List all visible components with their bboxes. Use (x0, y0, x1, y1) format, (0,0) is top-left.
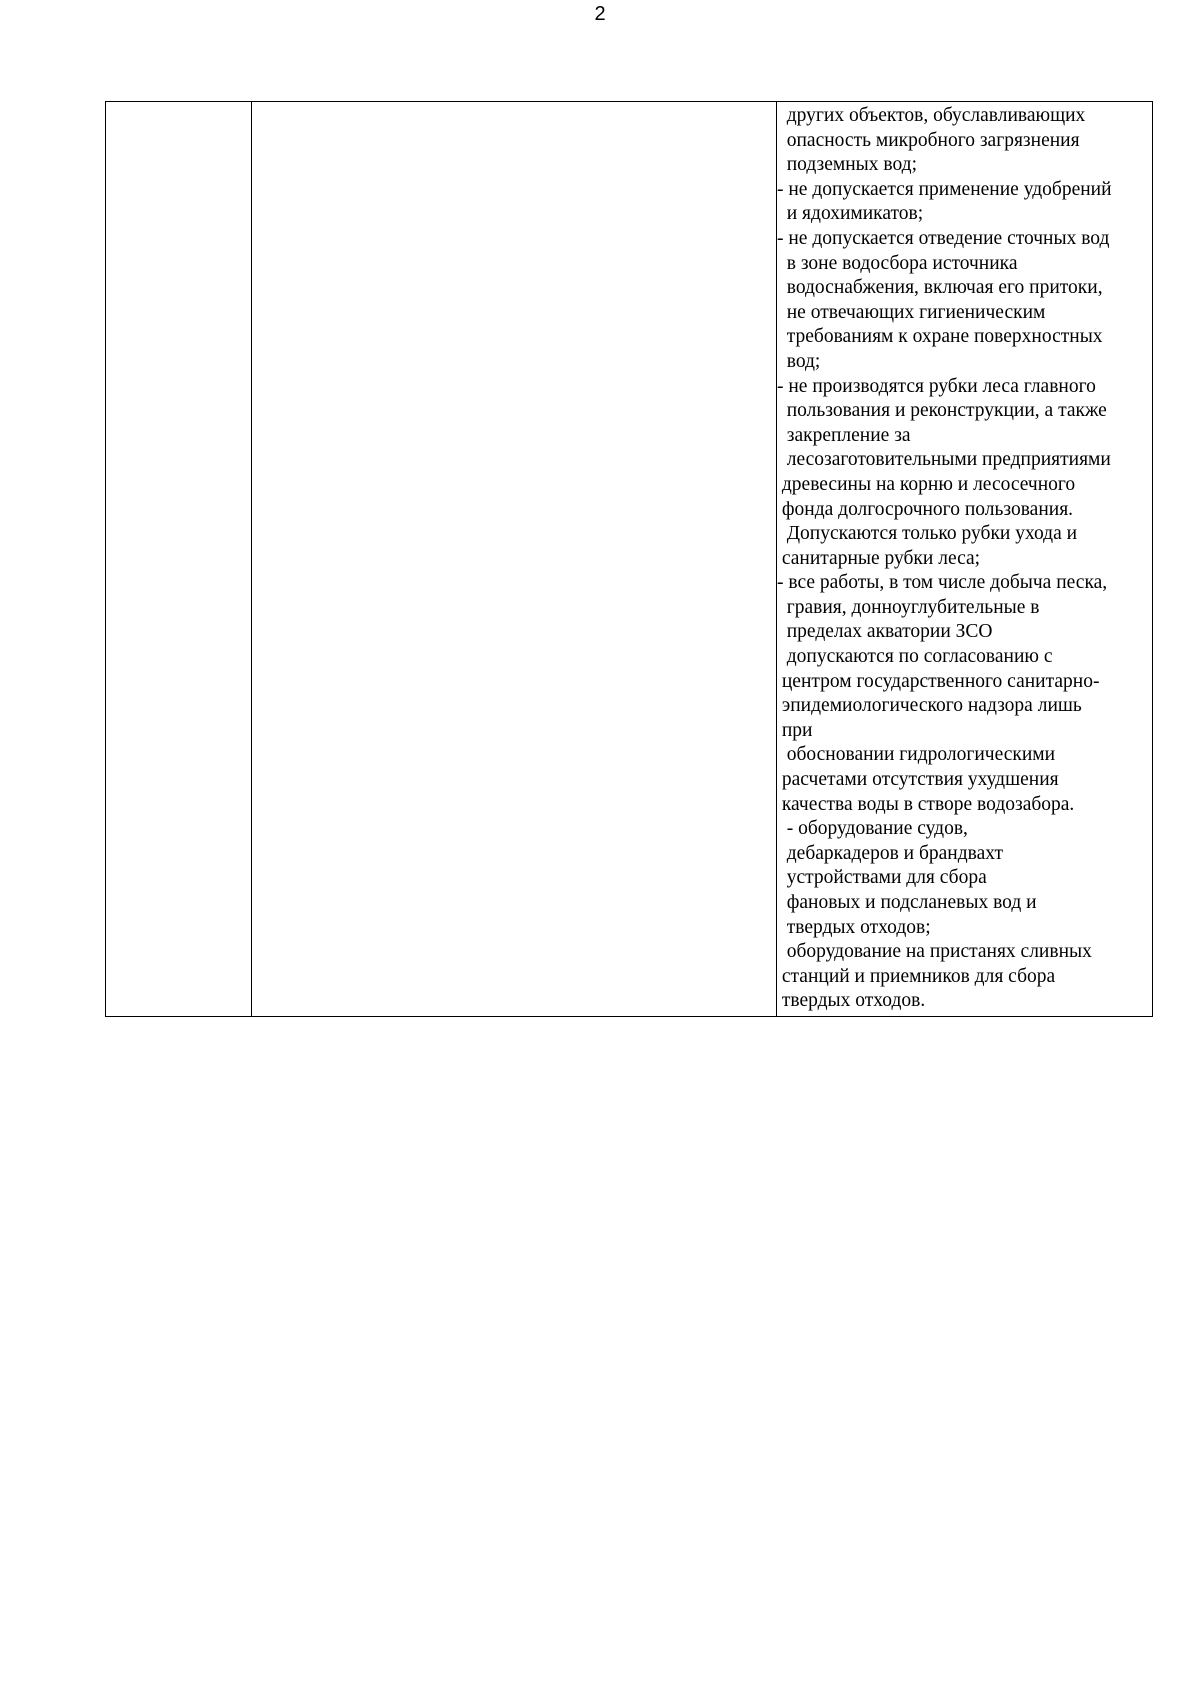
text-line: опасность микробного загрязнения (777, 129, 1080, 151)
text-line: пределах акватории ЗСО (777, 621, 993, 643)
text-line: центром государственного санитарно- (777, 670, 1100, 692)
text-line: лесозаготовительными предприятиями (777, 449, 1111, 471)
text-line: допускаются по согласованию с (777, 646, 1053, 668)
text-line: расчетами отсутствия ухудшения (777, 769, 1059, 791)
text-line: водоснабжения, включая его притоки, (777, 277, 1103, 299)
text-line: твердых отходов; (777, 916, 931, 938)
table-cell-col2 (252, 102, 777, 1017)
text-line: эпидемиологического надзора лишь (777, 695, 1082, 717)
text-line: и ядохимикатов; (777, 203, 924, 225)
text-line: - все работы, в том числе добыча песка, (777, 572, 1108, 594)
text-line: твердых отходов. (777, 990, 926, 1012)
text-line: при (777, 719, 813, 741)
text-line: - оборудование судов, (777, 818, 968, 840)
text-line: - не допускается применение удобрений (777, 178, 1112, 200)
text-line: - не допускается отведение сточных вод (777, 227, 1110, 249)
text-line: закрепление за (777, 424, 911, 446)
page-number: 2 (594, 3, 606, 25)
text-line: в зоне водосбора источника (777, 252, 1018, 274)
text-line: оборудование на пристанях сливных (777, 941, 1092, 963)
table-row (106, 102, 1153, 1017)
text-line: не отвечающих гигиеническим (777, 301, 1046, 323)
text-line: подземных вод; (777, 154, 917, 176)
text-line: дебаркадеров и брандвахт (777, 842, 1004, 864)
text-line: - не производятся рубки леса главного (777, 375, 1096, 397)
text-line: качества воды в створе водозабора. (777, 793, 1075, 815)
text-line: гравия, донноуглубительные в (777, 596, 1040, 618)
table-cell-col3 (777, 102, 1153, 1017)
text-line: вод; (777, 350, 821, 372)
text-line: обосновании гидрологическими (777, 744, 1056, 766)
text-line: устройствами для сбора (777, 867, 987, 889)
table-cell-col1 (106, 102, 252, 1017)
text-line: Допускаются только рубки ухода и (777, 523, 1078, 545)
text-line: требованиям к охране поверхностных (777, 326, 1103, 348)
text-line: станций и приемников для сбора (777, 965, 1056, 987)
requirements-text (777, 102, 1152, 1016)
text-line: фановых и подсланевых вод и (777, 892, 1037, 913)
text-line: древесины на корню и лесосечного (777, 473, 1076, 495)
document-table (105, 101, 1153, 1017)
text-line: других объектов, обуславливающих (777, 105, 1086, 126)
text-line: фонда долгосрочного пользования. (777, 498, 1074, 520)
text-line: санитарные рубки леса; (777, 547, 981, 569)
text-line: пользования и реконструкции, а также (777, 400, 1107, 422)
